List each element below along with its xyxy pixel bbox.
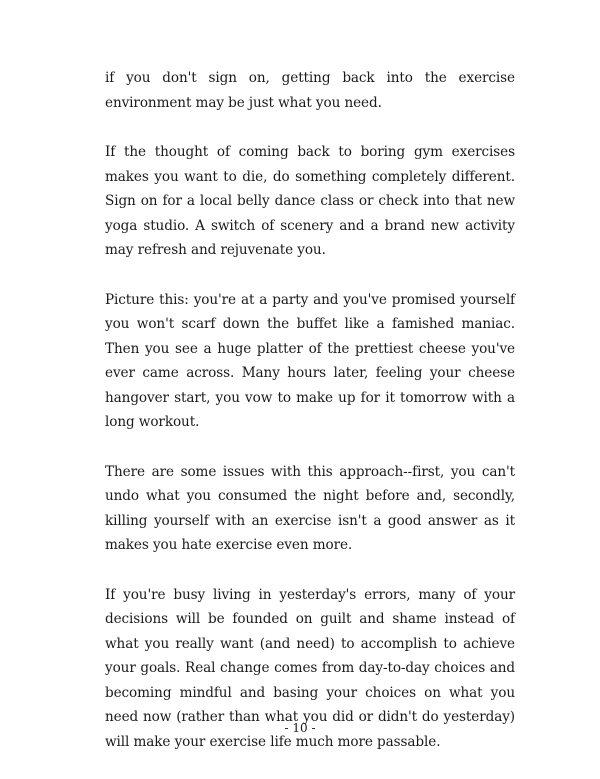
paragraph-5: If you're busy living in yesterday's errors, many of your decisions will be founded on guilt and shame instead of what you really want (and need) to accomplish to achieve your goals. Real change comes from day-to-day choices and becoming mindful and basing your choices on what you need now (rather than what you did or didn't do yesterday) will make your exercise life much more passable. — [105, 586, 515, 750]
paragraph-3: Picture this: you're at a party and you've promised yourself you won't scarf down the buffet like a famished maniac. Then you see a huge platter of the prettiest cheese you've ever came across. Many hours later, feeling your cheese hangover start, you vow to make up for it tomorrow with a long workout. — [105, 291, 515, 430]
page-body — [105, 66, 515, 779]
page-number: - 10 - — [284, 721, 316, 735]
paragraph-4: There are some issues with this approach--first, you can't undo what you consumed the night before and, secondly, killing yourself with an exercise isn't a good answer as it makes you hate exercise even more. — [105, 463, 515, 553]
paragraph-1: if you don't sign on, getting back into the exercise environment may be just what you need. — [105, 70, 515, 111]
paragraph-2: If the thought of coming back to boring gym exercises makes you want to die, do something completely different. Sign on for a local belly dance class or check into that new yoga studio. A switch of scenery and a brand new activity may refresh and rejuvenate you. — [105, 144, 515, 258]
